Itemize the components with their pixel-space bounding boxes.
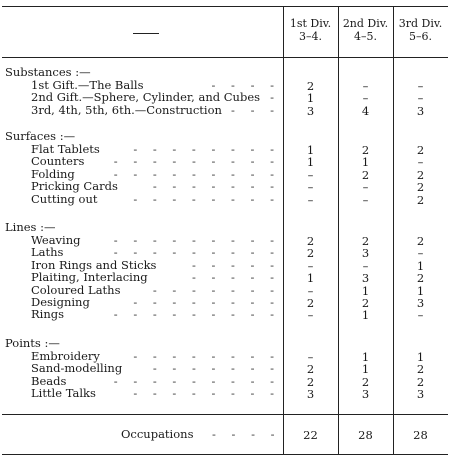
row-label: Designing <box>31 295 90 309</box>
row-leader: - - - - - - - - <box>133 142 280 156</box>
row-leader: - <box>270 90 280 105</box>
cell-value: – <box>417 155 424 170</box>
row-label: Sand-modelling <box>31 361 123 376</box>
row-leader: - - - - - - - - - <box>113 166 280 181</box>
cell-value: 2 <box>306 234 315 248</box>
cell-value: 2 <box>416 180 425 195</box>
column-header-1-title: 1st Div. <box>289 17 332 30</box>
header-corner-dash <box>133 33 159 34</box>
row-label: 2nd Gift.—Sphere, Cylinder, and Cubes <box>31 90 261 105</box>
cell-value: – <box>307 350 314 364</box>
cell-value: 2 <box>416 362 425 377</box>
cell-value: 3 <box>416 296 425 310</box>
row-label: Weaving <box>31 233 81 247</box>
row-leader: - - - - - - - - <box>133 386 280 401</box>
cell-value: 1 <box>361 283 370 298</box>
header-rule <box>2 57 448 58</box>
cell-value: – <box>307 180 314 195</box>
row-leader: - - - - - <box>191 257 280 272</box>
cell-value: – <box>362 258 369 273</box>
cell-value: 2 <box>306 246 315 261</box>
total-value-1: 22 <box>303 428 318 442</box>
cell-value: 1 <box>306 143 315 157</box>
row-label: Beads <box>31 373 67 388</box>
cell-value: – <box>362 192 369 207</box>
cell-value: – <box>417 79 424 93</box>
row-label: 3rd, 4th, 5th, 6th.—Construction <box>31 102 222 117</box>
cell-value: 2 <box>361 143 370 157</box>
cell-value: – <box>307 258 314 273</box>
cell-value: 2 <box>361 234 370 248</box>
cell-value: 2 <box>361 167 370 182</box>
cell-value: 2 <box>416 143 425 157</box>
row-label: Embroidery <box>31 349 100 363</box>
total-rule <box>2 414 448 415</box>
cell-value: 2 <box>416 271 425 286</box>
row-leader: - - - - - - - <box>152 282 280 297</box>
cell-value: 1 <box>416 258 425 273</box>
section-heading: Lines :— <box>5 220 56 234</box>
total-leader: - - - - <box>212 427 281 441</box>
cell-value: 1 <box>306 271 315 286</box>
row-label: Laths <box>31 245 64 260</box>
column-header-3-ages: 5–6. <box>409 30 432 43</box>
section-heading: Substances :— <box>5 65 91 79</box>
row-label: Pricking Cards <box>31 179 118 194</box>
cell-value: 2 <box>361 296 370 310</box>
row-label: Coloured Laths <box>31 282 121 297</box>
cell-value: 2 <box>306 362 315 377</box>
total-label: Occupations <box>121 427 194 441</box>
row-leader: - - - - - - - - - <box>113 154 280 169</box>
cell-value: – <box>417 308 424 323</box>
row-leader: - - - - - - - - - <box>113 373 280 388</box>
cell-value: 3 <box>416 103 425 118</box>
row-leader: - - - - - - - - - <box>113 233 280 247</box>
row-label: Flat Tablets <box>31 142 100 156</box>
total-value-2: 28 <box>358 428 373 442</box>
cell-value: – <box>362 79 369 93</box>
column-header-1-ages: 3–4. <box>299 30 322 43</box>
row-leader: - - - - - - - <box>152 179 280 194</box>
cell-value: 1 <box>361 350 370 364</box>
cell-value: 1 <box>306 91 315 106</box>
cell-value: 2 <box>361 374 370 389</box>
column-header-2-ages: 4–5. <box>354 30 377 43</box>
row-label: Little Talks <box>31 386 96 401</box>
row-leader: - - - - - - - - <box>133 191 280 206</box>
cell-value: 2 <box>416 234 425 248</box>
row-leader: - - - - - - - - - <box>113 307 280 322</box>
row-label: Iron Rings and Sticks <box>31 257 157 272</box>
cell-value: – <box>362 91 369 106</box>
top-rule <box>2 6 448 7</box>
row-label: Plaiting, Interlacing <box>31 270 148 285</box>
cell-value: 1 <box>416 350 425 364</box>
cell-value: 2 <box>306 296 315 310</box>
cell-value: 1 <box>361 155 370 170</box>
total-value-3: 28 <box>413 428 428 442</box>
cell-value: 4 <box>361 103 370 118</box>
row-leader: - - - - <box>211 78 280 92</box>
cell-value: 1 <box>361 308 370 323</box>
cell-value: 3 <box>361 387 370 402</box>
cell-value: 2 <box>416 192 425 207</box>
section-heading: Points :— <box>5 336 60 350</box>
cell-value: – <box>307 283 314 298</box>
row-leader: - - - - - - - <box>152 361 280 376</box>
cell-value: – <box>307 308 314 323</box>
cell-value: 2 <box>416 167 425 182</box>
cell-value: 1 <box>416 283 425 298</box>
cell-value: 2 <box>306 374 315 389</box>
cell-value: 1 <box>306 155 315 170</box>
row-leader: - - - - - <box>191 270 280 285</box>
cell-value: 3 <box>306 387 315 402</box>
cell-value: 3 <box>416 387 425 402</box>
column-header-3-title: 3rd Div. <box>398 17 443 30</box>
cell-value: – <box>307 167 314 182</box>
cell-value: 2 <box>416 374 425 389</box>
bottom-rule <box>2 454 448 455</box>
row-label: 1st Gift.—The Balls <box>31 78 144 92</box>
cell-value: 1 <box>361 362 370 377</box>
row-leader: - - - - - - - - <box>133 349 280 363</box>
cell-value: 3 <box>306 103 315 118</box>
row-label: Rings <box>31 307 65 322</box>
cell-value: 3 <box>361 246 370 261</box>
cell-value: 2 <box>306 79 315 93</box>
column-header-2-title: 2nd Div. <box>342 17 389 30</box>
row-label: Cutting out <box>31 191 98 206</box>
cell-value: – <box>362 180 369 195</box>
cell-value: 3 <box>361 271 370 286</box>
cell-value: – <box>417 246 424 261</box>
row-label: Folding <box>31 166 75 181</box>
section-heading: Surfaces :— <box>5 129 76 143</box>
row-label: Counters <box>31 154 85 169</box>
row-leader: - - - - - - - - <box>133 295 280 309</box>
row-leader: - - - <box>231 102 280 117</box>
cell-value: – <box>417 91 424 106</box>
cell-value: – <box>307 192 314 207</box>
row-leader: - - - - - - - - - <box>113 245 280 260</box>
